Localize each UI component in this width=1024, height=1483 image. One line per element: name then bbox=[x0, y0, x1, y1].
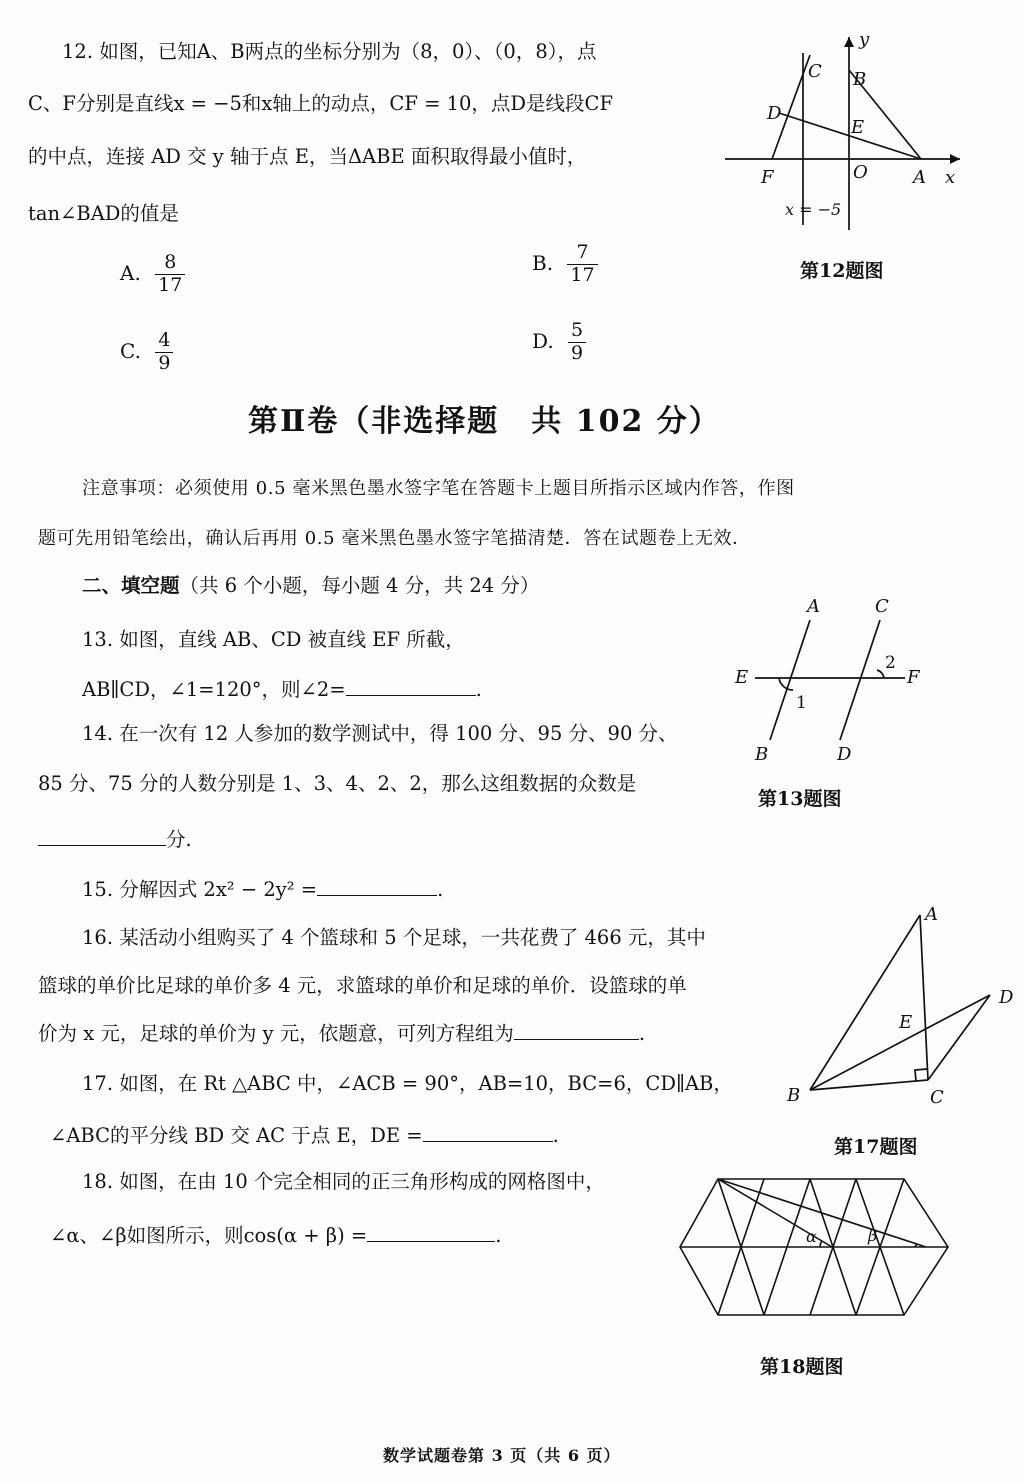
figure-18 bbox=[672, 1165, 972, 1335]
label-f: F bbox=[907, 667, 920, 688]
fraction bbox=[567, 242, 597, 287]
figure-12-caption: 第12题图 bbox=[800, 260, 884, 282]
figure-13-caption: 第13题图 bbox=[758, 788, 842, 810]
q15-prefix: 15. 分解因式 2x² − 2y² = bbox=[82, 878, 318, 901]
label-d: D bbox=[767, 103, 782, 124]
figure-12 bbox=[715, 25, 975, 255]
notice-line2: 题可先用铅笔绘出，确认后再用 0.5 毫米黑色墨水签字笔描清楚．答在试题卷上无效． bbox=[38, 528, 751, 549]
q16-line1: 16. 某活动小组购买了 4 个篮球和 5 个足球，一共花费了 466 元，其中 bbox=[82, 926, 706, 949]
label-a: A bbox=[913, 167, 926, 188]
denominator: 17 bbox=[158, 273, 183, 296]
figure-13 bbox=[725, 590, 935, 770]
answer-blank-14[interactable] bbox=[38, 845, 166, 846]
q17-line1: 17. 如图，在 Rt △ABC 中，∠ACB = 90°，AB=10，BC=6，CD∥AB， bbox=[82, 1072, 733, 1095]
label-d: D bbox=[999, 987, 1014, 1008]
q14-suffix: 分. bbox=[166, 828, 192, 851]
angle-2-arc bbox=[877, 670, 884, 678]
segment-cd bbox=[928, 995, 990, 1080]
q16-line2: 篮球的单价比足球的单价多 4 元，求篮球的单价和足球的单价．设篮球的单 bbox=[38, 974, 687, 997]
denominator: 9 bbox=[158, 351, 171, 374]
label-e: E bbox=[851, 117, 865, 138]
q12-option-b bbox=[532, 242, 598, 287]
segment-ab bbox=[810, 915, 920, 1090]
answer-blank-15[interactable] bbox=[317, 895, 437, 896]
q17-line2-wrap: ∠ABC的平分线 BD 交 AC 于点 E，DE = . bbox=[50, 1124, 559, 1147]
part-heading: 二、填空题 bbox=[82, 574, 180, 597]
label-b: B bbox=[853, 69, 867, 90]
figure-17-caption: 第17题图 bbox=[834, 1136, 918, 1158]
label-f: F bbox=[761, 167, 774, 188]
label-x: x bbox=[945, 167, 956, 188]
label-beta: β bbox=[868, 1226, 878, 1245]
label-b: B bbox=[787, 1085, 801, 1106]
fraction bbox=[155, 252, 185, 297]
segment-ac bbox=[920, 915, 928, 1080]
q12-line2: C、F分别是直线x = −5和x轴上的动点，CF = 10，点D是线段CF bbox=[28, 92, 614, 115]
label-x-eq-minus-5: x = −5 bbox=[785, 200, 842, 219]
label-a: A bbox=[925, 904, 938, 925]
label-angle-1: 1 bbox=[796, 693, 807, 713]
line-cd bbox=[840, 620, 880, 740]
label-e: E bbox=[735, 667, 749, 688]
q18-line1: 18. 如图，在由 10 个完全相同的正三角形构成的网格图中， bbox=[82, 1170, 605, 1193]
label-alpha: α bbox=[806, 1227, 817, 1246]
figure-17 bbox=[775, 895, 1020, 1110]
section-2-title: 第Ⅱ卷（非选择题 共 102 分） bbox=[248, 404, 721, 439]
label-y: y bbox=[859, 29, 870, 50]
q18-line2: ∠α、∠β如图所示，则cos(α + β) = bbox=[50, 1224, 368, 1247]
q12-option-a bbox=[120, 252, 185, 297]
part-description: （共 6 个小题，每小题 4 分，共 24 分） bbox=[179, 574, 540, 597]
x-arrow bbox=[950, 154, 960, 164]
answer-blank-17[interactable] bbox=[423, 1141, 553, 1142]
fraction bbox=[568, 320, 586, 365]
diagonal-beta bbox=[718, 1179, 926, 1247]
q16-line3: 价为 x 元，足球的单价为 y 元，依题意，可列方程组为 bbox=[38, 1022, 514, 1045]
denominator: 17 bbox=[570, 263, 595, 286]
q15-line: 15. 分解因式 2x² − 2y² = . bbox=[82, 878, 444, 901]
option-label: C. bbox=[120, 338, 141, 363]
q12-line1: 12. 如图，已知A、B两点的坐标分别为（8，0）、（0，8），点 bbox=[62, 40, 597, 63]
numerator: 7 bbox=[567, 242, 597, 265]
q18-line2-wrap: ∠α、∠β如图所示，则cos(α + β) = . bbox=[50, 1224, 502, 1247]
numerator: 4 bbox=[155, 330, 173, 353]
q14-line2: 85 分、75 分的人数分别是 1、3、4、2、2，那么这组数据的众数是 bbox=[38, 772, 637, 795]
q16-line3-wrap: 价为 x 元，足球的单价为 y 元，依题意，可列方程组为 . bbox=[38, 1022, 646, 1045]
answer-blank-18[interactable] bbox=[367, 1241, 495, 1242]
q13-line2: AB∥CD，∠1=120°，则∠2= bbox=[82, 678, 346, 701]
label-c: C bbox=[808, 61, 822, 82]
label-o: O bbox=[853, 162, 868, 183]
q17-line2: ∠ABC的平分线 BD 交 AC 于点 E，DE = bbox=[50, 1124, 423, 1147]
option-label: D. bbox=[532, 328, 554, 353]
label-a: A bbox=[807, 596, 820, 617]
answer-blank-16[interactable] bbox=[514, 1039, 639, 1040]
label-e: E bbox=[899, 1012, 913, 1033]
line-ab bbox=[770, 620, 810, 740]
page-footer: 数学试题卷第 3 页（共 6 页） bbox=[383, 1446, 621, 1465]
q12-option-d bbox=[532, 320, 586, 365]
label-c: C bbox=[930, 1087, 944, 1108]
q13-line2-wrap: AB∥CD，∠1=120°，则∠2= . bbox=[82, 678, 482, 701]
numerator: 8 bbox=[155, 252, 185, 275]
q14-line3 bbox=[38, 828, 192, 851]
notice-line1: 注意事项：必须使用 0.5 毫米黑色墨水签字笔在答题卡上题目所指示区域内作答，作图 bbox=[82, 478, 795, 499]
label-angle-2: 2 bbox=[885, 653, 896, 673]
segment-bd bbox=[810, 995, 990, 1090]
alpha-arc bbox=[820, 1241, 822, 1247]
q12-line4: tan∠BAD的值是 bbox=[28, 202, 179, 225]
answer-blank-13[interactable] bbox=[346, 695, 476, 696]
option-label: B. bbox=[532, 250, 554, 275]
y-arrow bbox=[844, 37, 854, 47]
label-c: C bbox=[875, 596, 889, 617]
numerator: 5 bbox=[568, 320, 586, 343]
q14-line1: 14. 在一次有 12 人参加的数学测试中，得 100 分、95 分、90 分、 bbox=[82, 722, 678, 745]
fraction bbox=[155, 330, 173, 375]
q12-line3: 的中点，连接 AD 交 y 轴于点 E，当ΔABE 面积取得最小值时， bbox=[28, 145, 587, 168]
label-d: D bbox=[837, 744, 852, 765]
right-angle-mark bbox=[915, 1069, 927, 1081]
figure-18-caption: 第18题图 bbox=[760, 1356, 844, 1378]
part-heading-line bbox=[82, 574, 539, 597]
denominator: 9 bbox=[571, 341, 584, 364]
segment-ad bbox=[779, 113, 921, 159]
label-b: B bbox=[755, 744, 769, 765]
q12-option-c bbox=[120, 330, 173, 375]
option-label: A. bbox=[120, 260, 141, 285]
q13-line1: 13. 如图，直线 AB、CD 被直线 EF 所截， bbox=[82, 628, 465, 651]
